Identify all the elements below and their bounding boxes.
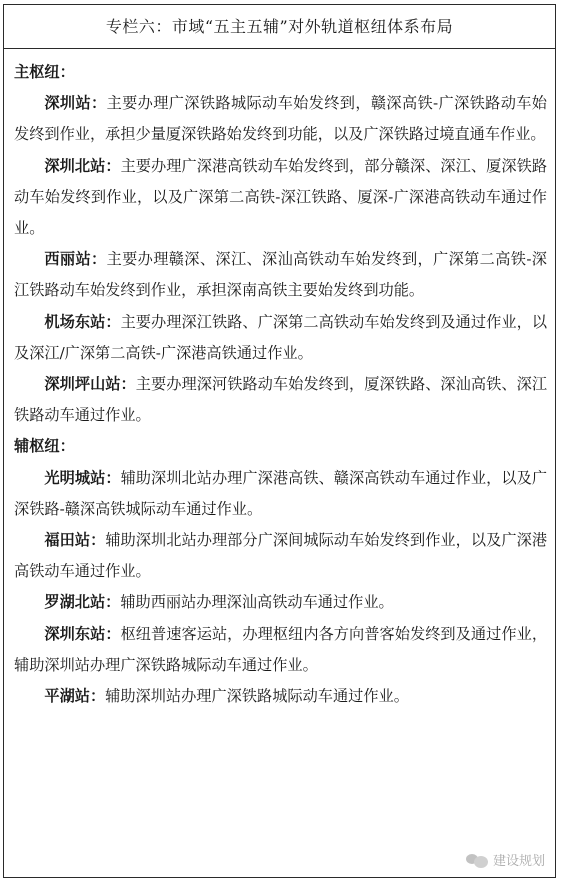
station-entry (14, 307, 547, 369)
station-desc: 辅助深圳站办理广深铁路城际动车通过作业。 (105, 687, 409, 706)
station-entry (14, 619, 547, 681)
station-desc: 辅助深圳北站办理广深港高铁、赣深高铁动车通过作业，以及广深铁路-赣深高铁城际动车通过作业。 (14, 468, 548, 518)
station-entry (14, 151, 547, 245)
station-name: 机场东站： (44, 312, 121, 331)
station-name: 深圳站： (44, 94, 107, 113)
station-desc: 主要办理深河铁路动车始发终到，厦深铁路、深汕高铁、深江铁路动车通过作业。 (14, 375, 548, 425)
station-name: 深圳坪山站： (44, 375, 136, 394)
station-entry (14, 681, 547, 712)
station-desc: 主要办理赣深、深江、深汕高铁动车始发终到，广深第二高铁-深江铁路动车始发终到作业，承担深南高铁主要始发终到功能。 (14, 250, 547, 300)
column-title: 专栏六：市域“五主五辅”对外轨道枢纽体系布局 (4, 5, 555, 49)
station-name: 罗湖北站： (44, 593, 121, 612)
station-desc: 辅助西丽站办理深汕高铁动车通过作业。 (120, 593, 394, 612)
watermark (466, 850, 545, 869)
station-entry (14, 369, 547, 431)
station-name: 西丽站： (44, 250, 107, 269)
wechat-icon (466, 852, 488, 868)
station-entry (14, 88, 547, 150)
station-name: 深圳北站： (44, 156, 121, 175)
station-name: 深圳东站： (44, 624, 121, 643)
station-entry (14, 463, 547, 525)
station-name: 平湖站： (44, 687, 106, 706)
station-desc: 主要办理广深铁路城际动车始发终到，赣深高铁-广深铁路动车始发终到作业，承担少量厦深铁路始发终到功能，以及广深铁路过境直通车作业。 (14, 94, 547, 144)
watermark-text: 建设规划 (492, 854, 545, 869)
station-name: 福田站： (44, 531, 106, 550)
station-desc: 枢纽普速客运站，办理枢纽内各方向普客始发终到及通过作业，辅助深圳站办理广深铁路城际动车通过作业。 (14, 624, 548, 674)
column-box (3, 4, 556, 878)
column-content (4, 49, 555, 712)
section-heading-main: 主枢纽： (14, 63, 75, 81)
station-name: 光明城站： (44, 468, 121, 487)
section-heading-aux: 辅枢纽： (14, 437, 75, 456)
station-entry (14, 525, 547, 587)
station-entry (14, 244, 547, 306)
station-desc: 主要办理广深港高铁动车始发终到，部分赣深、深江、厦深铁路动车始发终到作业，以及广深第二高铁-深江铁路、厦深-广深港高铁动车通过作业。 (14, 156, 548, 238)
station-desc: 主要办理深江铁路、广深第二高铁动车始发终到及通过作业，以及深江/广深第二高铁-广深港高铁通过作业。 (14, 312, 548, 362)
station-entry (14, 587, 547, 618)
station-desc: 辅助深圳北站办理部分广深间城际动车始发终到作业，以及广深港高铁动车通过作业。 (14, 531, 548, 581)
